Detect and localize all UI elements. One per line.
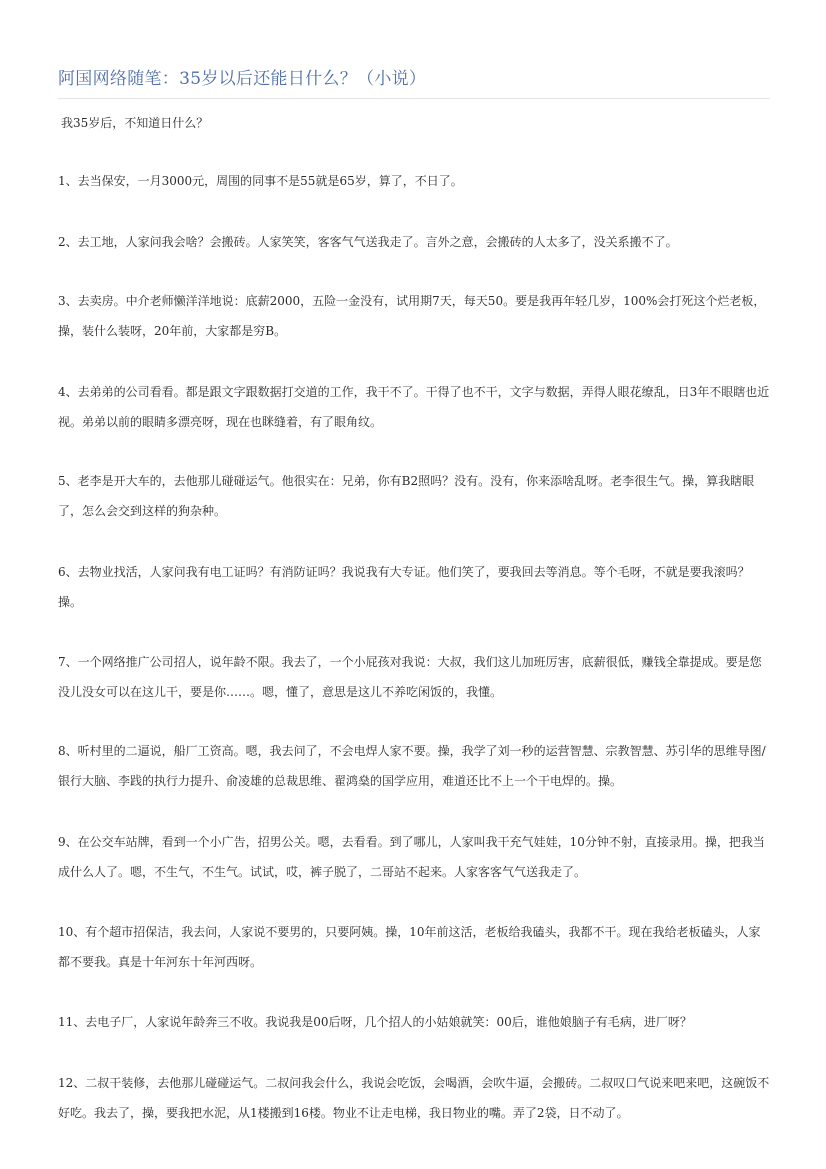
list-item: 3、去卖房。中介老师懒洋洋地说：底薪2000，五险一金没有，试用期7天，每天50。要是我再年轻几岁，100%会打死这个烂老板，操，装什么装呀，20年前，大家都是穷B。 [58,294,766,338]
list-item: 1、去当保安，一月3000元，周围的同事不是55就是65岁，算了，不日了。 [58,174,463,188]
list-item: 6、去物业找活，人家问我有电工证吗？有消防证吗？我说我有大专证。他们笑了，要我回去等消息。等个毛呀，不就是要我滚吗？操。 [58,565,750,609]
title-divider [58,98,770,99]
list-item: 7、一个网络推广公司招人，说年龄不限。我去了，一个小屁孩对我说：大叔，我们这儿加班厉害，底薪很低，赚钱全靠提成。要是您没儿没女可以在这儿干，要是你……。嗯，懂了，意思是这儿不养吃闲饭的，我懂。 [58,655,762,699]
list-item: 8、听村里的二逼说，船厂工资高。嗯，我去问了，不会电焊人家不要。操，我学了刘一秒的运营智慧、宗教智慧、苏引华的思维导图/银行大脑、李践的执行力提升、俞凌雄的总裁思维、翟鸿燊的国学应用，难道还比不上一个干电焊的。操。 [58,744,766,788]
list-item: 2、去工地，人家问我会啥？会搬砖。人家笑笑，客客气气送我走了。言外之意，会搬砖的人太多了，没关系搬不了。 [58,235,678,249]
list-item: 12、二叔干装修，去他那儿碰碰运气。二叔问我会什么，我说会吃饭，会喝酒，会吹牛逼，会搬砖。二叔叹口气说来吧来吧，这碗饭不好吃。我去了，操，要我把水泥，从1楼搬到16楼。物业不让走电梯，我日物业的嘴。弄了2袋，日不动了。 [58,1076,770,1120]
list-item: 11、去电子厂，人家说年龄奔三不收。我说我是00后呀，几个招人的小姑娘就笑：00后，谁他娘脑子有毛病，进厂呀？ [58,1015,692,1029]
list-item: 5、老李是开大车的，去他那儿碰碰运气。他很实在：兄弟，你有B2照吗？没有。没有，你来添啥乱呀。老李很生气。操，算我瞎眼了，怎么会交到这样的狗杂种。 [58,474,755,518]
intro-text: 我35岁后，不知道日什么？ [61,116,209,130]
list-item: 9、在公交车站牌，看到一个小广告，招男公关。嗯，去看看。到了哪儿，人家叫我干充气娃娃，10分钟不射，直接录用。操，把我当成什么人了。嗯，不生气，不生气。试试，哎，裤子脱了，二哥站不起来。人家客客气气送我走了。 [58,835,765,879]
page-title: 阿国网络随笔：35岁以后还能日什么？（小说） [58,69,427,89]
list-item: 4、去弟弟的公司看看。都是跟文字跟数据打交道的工作，我干不了。干得了也不干，文字与数据，弄得人眼花缭乱，日3年不眼瞎也近视。弟弟以前的眼睛多漂亮呀，现在也眯缝着，有了眼角纹。 [58,385,770,429]
list-item: 10、有个超市招保洁，我去问，人家说不要男的，只要阿姨。操，10年前这活，老板给我磕头，我都不干。现在我给老板磕头，人家都不要我。真是十年河东十年河西呀。 [58,925,761,969]
